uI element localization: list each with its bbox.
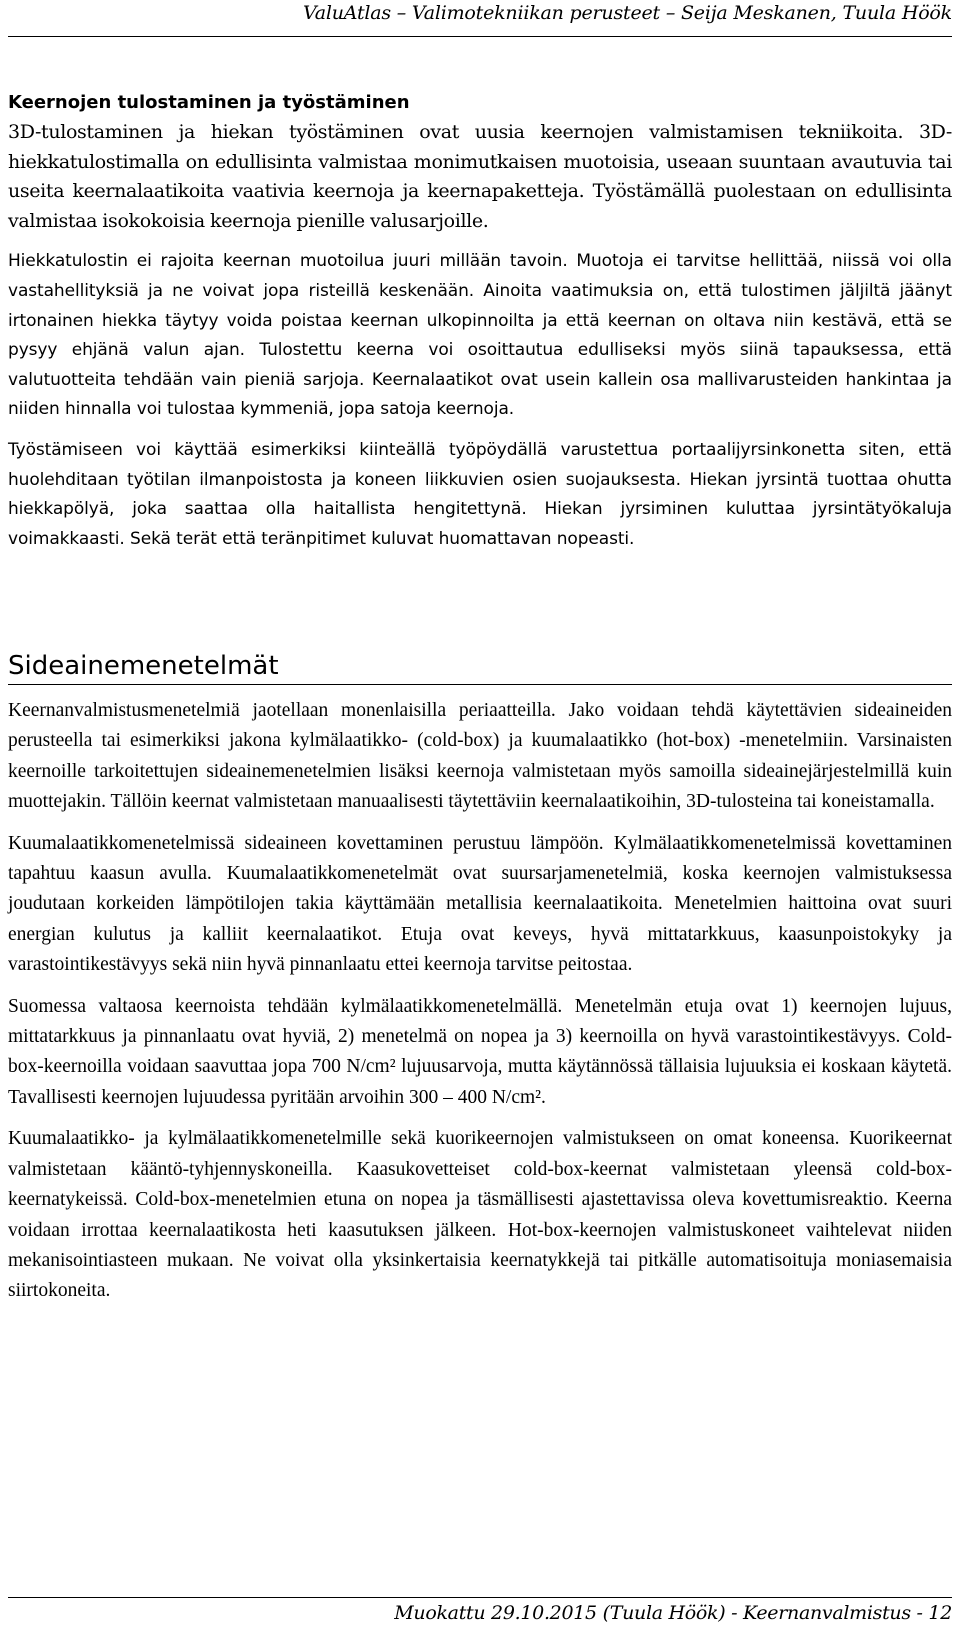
- header-divider: [8, 36, 952, 37]
- page-footer: Muokattu 29.10.2015 (Tuula Höök) - Keernanvalmistus - 12: [394, 1602, 952, 1624]
- running-header: ValuAtlas – Valimotekniikan perusteet – Seija Meskanen, Tuula Höök: [302, 2, 952, 24]
- paragraph: Keernanvalmistusmenetelmiä jaotellaan monenlaisilla periaatteilla. Jako voidaan tehdä käytettävien sideaineiden perusteella tai esimerkiksi jakona kylmälaatikko- (cold-box) ja kuumalaatikko (hot-box) -menetelmiin. Varsinaisten keernoille tarkoitettujen sideainemenetelmien lisäksi keernoja valmistetaan myös samoilla sideainejärjestelmillä kuin muottejakin. Tällöin keernat valmistetaan manuaalisesti täytettäviin keernalaatikoihin, 3D-tulosteina tai koneistamalla.: [8, 700, 952, 813]
- paragraph: 3D-tulostaminen ja hiekan työstäminen ovat uusia keernojen valmistamisen tekniikoita. 3D-hiekkatulostimalla on edullisinta valmistaa monimutkaisen muotoisia, useaan suuntaan avautuvia tai useita keernalaatikoita vaativia keernoja ja keernapaketteja. Työstämällä puolestaan on edullisinta valmistaa isokokoisia keernoja pienille valusarjoille.: [8, 121, 952, 232]
- paragraph: Suomessa valtaosa keernoista tehdään kylmälaatikkomenetelmällä. Menetelmän etuja ovat 1) keernojen lujuus, mittatarkkuus ja pinnanlaatu ovat hyviä, 2) menetelmä on nopea ja 3) keernoilla on hyvä varastointikestävyys. Cold-box-keernoilla voidaan saavuttaa jopa 700 N/cm² lujuusarvoja, mutta käytännössä tällaisia lujuuksia ei koskaan käytetä. Tavallisesti keernojen lujuudessa pyritään arvoihin 300 – 400 N/cm².: [8, 995, 952, 1108]
- paragraph: Kuumalaatikko- ja kylmälaatikkomenetelmille sekä kuorikeernojen valmistukseen on omat koneensa. Kuorikeernat valmistetaan kääntö-tyhjennyskoneilla. Kaasukovetteiset cold-box-keernat valmistetaan yleensä cold-box-keernatykeissä. Cold-box-menetelmien etuna on nopea ja täsmällisesti ajastettavissa oleva kovettumisreaktio. Keerna voidaan irrottaa keernalaatikosta heti kaasutuksen jälkeen. Hot-box-keernojen valmistuskoneet vaihtelevat niiden mekanisointiasteen mukaan. Ne voivat olla yksinkertaisia keernatykkejä tai pitkälle automatisoituja moniasemaisia siirtokoneita.: [8, 1128, 952, 1302]
- section-core-printing: [8, 88, 952, 554]
- page-section-title: Sideainemenetelmät: [8, 650, 952, 685]
- paragraph: Kuumalaatikkomenetelmissä sideaineen kovettaminen perustuu lämpöön. Kylmälaatikkomenetelmissä kovettaminen tapahtuu kaasun avulla. Kuumalaatikkomenetelmät ovat suursarjamenetelmiä, koska keernojen valmistuksessa joudutaan korkeiden lämpötilojen takia käyttämään metallisia keernalaatikoita. Menetelmien haittoina ovat suuri energian kulutus ja kalliit keernalaatikot. Etuja ovat keveys, hyvä mittatarkkuus, kaasunpoistokyky ja varastointikestävyys sekä niin hyvä pinnanlaatu ettei keernoja tarvitse peitostaa.: [8, 832, 952, 976]
- paragraph: Hiekkatulostin ei rajoita keernan muotoilua juuri millään tavoin. Muotoja ei tarvitse hellittää, niissä voi olla vastahellityksiä ja ne voivat jopa risteillä keskenään. Ainoita vaatimuksia on, että tulostimen jäljiltä jäänyt irtonainen hiekka täytyy voida poistaa keernan ulkopinnoilta ja että keernan on oltava niin kestävä, että se pysyy ehjänä valun ajan. Tulostettu keerna voi osoittautua edulliseksi myös siinä tapauksessa, että valutuotteita tehdään vain pieniä sarjoja. Keernalaatikot ovat usein kallein osa mallivarusteiden hankintaa ja niiden hinnalla voi tulostaa kymmeniä, jopa satoja keernoja.: [8, 251, 952, 420]
- paragraph: Työstämiseen voi käyttää esimerkiksi kiinteällä työpöydällä varustettua portaalijyrsinkonetta siten, että huolehditaan työtilan ilmanpoistosta ja koneen liikkuvien osien suojauksesta. Hiekan jyrsintä tuottaa ohutta hiekkapölyä, joka saattaa olla haitallista hengitettynä. Hiekan jyrsiminen kuluttaa jyrsintätyökaluja voimakkaasti. Sekä terät että teränpitimet kuluvat huomattavan nopeasti.: [8, 439, 952, 549]
- footer-divider: [8, 1597, 952, 1598]
- section-heading: Keernojen tulostaminen ja työstäminen: [8, 92, 410, 113]
- section-binder-methods: [8, 696, 952, 1307]
